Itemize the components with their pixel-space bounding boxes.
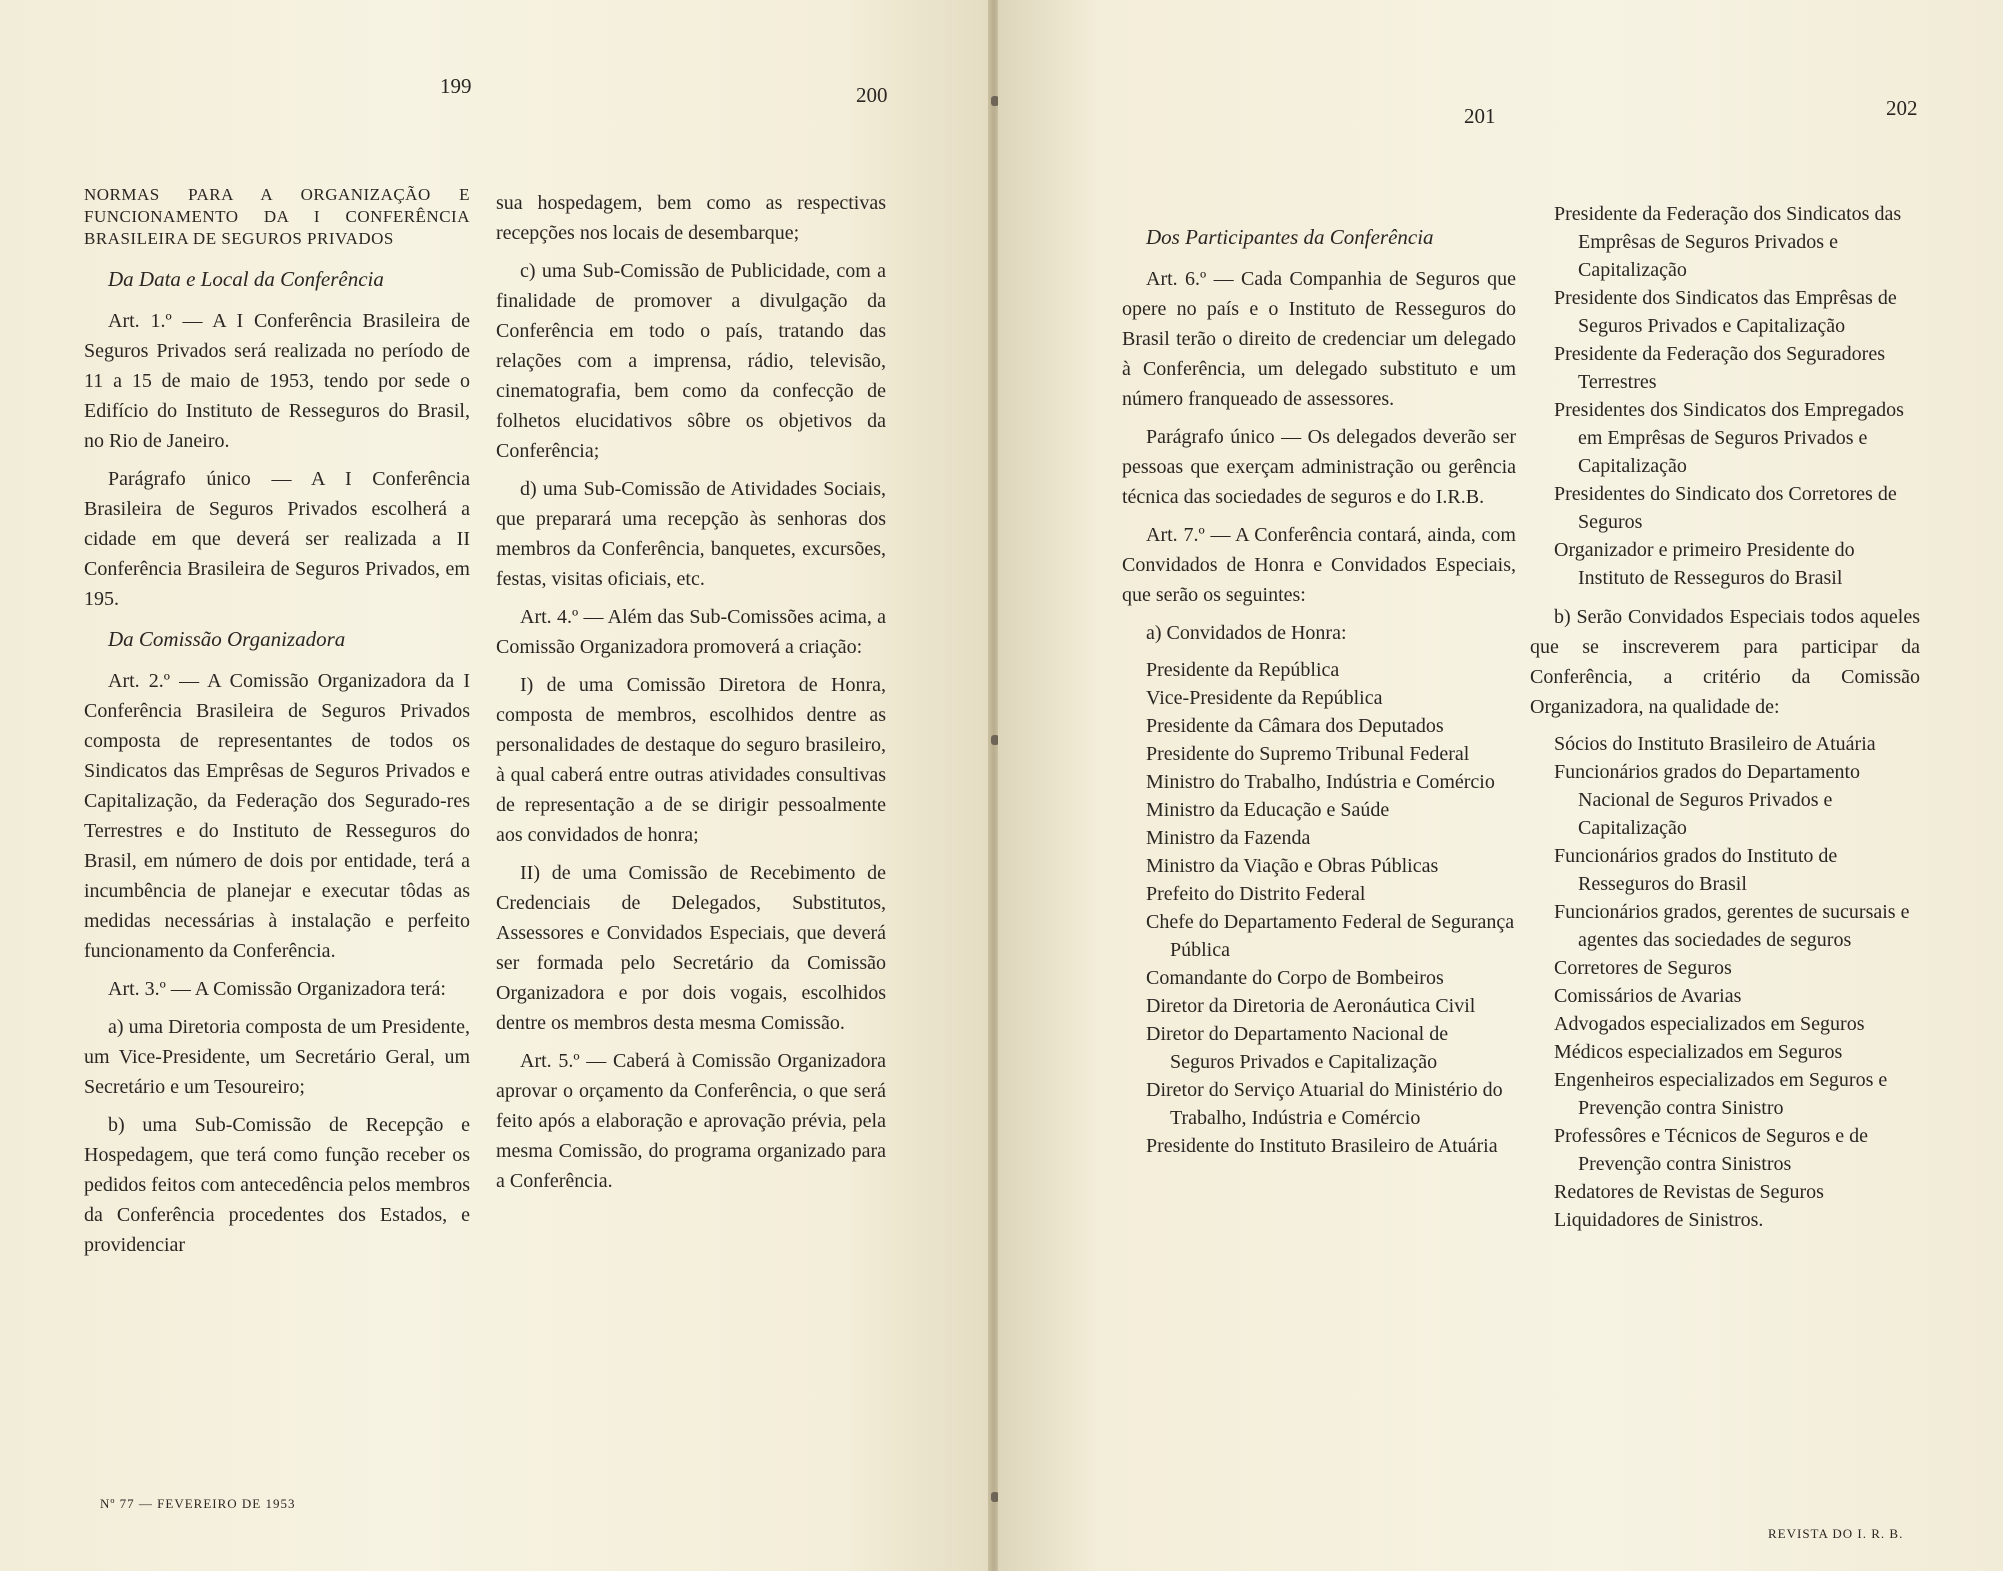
- section-heading-data-local: Da Data e Local da Conferência: [108, 267, 384, 291]
- list-item: Ministro da Viação e Obras Públicas: [1146, 855, 1439, 877]
- article-3-item-c: c) uma Sub-Comissão de Publicidade, com a finalidade de promover a divulgação da Conferência em todo o país, tratando das relações com a imprensa, rádio, televisão, cinematografia, bem como da confecção de folhetos elucidativos sôbre os objetivos da Conferência;: [496, 260, 886, 462]
- list-item: Diretor do Serviço Atuarial do Ministério do Trabalho, Indústria e Comércio: [1146, 1079, 1503, 1129]
- list-item: Presidente da Federação dos Sindicatos das Emprêsas de Seguros Privados e Capitalização: [1554, 203, 1902, 281]
- list-item: Presidente do Instituto Brasileiro de Atuária: [1146, 1135, 1498, 1157]
- column-201: [1122, 212, 1516, 1160]
- list-item: Corretores de Seguros: [1554, 957, 1732, 979]
- list-item: Presidente da República: [1146, 659, 1340, 681]
- article-6: Art. 6.º — Cada Companhia de Seguros que opere no país e o Instituto de Resseguros do Brasil terão o direito de credenciar um delegado à Conferência, um delegado substituto e um número franqueado de assessores.: [1122, 268, 1516, 410]
- article-4-item-ii: II) de uma Comissão de Recebimento de Credenciais de Delegados, Substitutos, Assessores e Convidados Especiais, que deverá ser formada pelo Secretário da Comissão Organizadora e por dois vogais, escolhidos dentre os membros desta mesma Comissão.: [496, 862, 886, 1034]
- page-number-200: 200: [856, 83, 888, 107]
- list-item: Presidentes do Sindicato dos Corretores de Seguros: [1554, 483, 1897, 533]
- list-item: Comissários de Avarias: [1554, 985, 1742, 1007]
- page-number-201: 201: [1464, 104, 1496, 128]
- list-item: Ministro da Educação e Saúde: [1146, 799, 1390, 821]
- list-item: Vice-Presidente da República: [1146, 687, 1383, 709]
- list-item: Presidente da Câmara dos Deputados: [1146, 715, 1444, 737]
- honor-guests-list: [1122, 656, 1516, 1160]
- list-item: Ministro da Fazenda: [1146, 827, 1311, 849]
- document-title: NORMAS PARA A ORGANIZAÇÃO E FUNCIONAMENTO DA I CONFERÊNCIA BRASILEIRA DE SEGUROS PRIVADOS: [84, 185, 470, 248]
- list-item: Liquidadores de Sinistros.: [1554, 1209, 1764, 1231]
- list-item: Sócios do Instituto Brasileiro de Atuária: [1554, 733, 1876, 755]
- article-3-item-b: b) uma Sub-Comissão de Recepção e Hospedagem, que terá como função receber os pedidos feitos com antecedência pelos membros da Conferência procedentes dos Estados, e providenciar: [84, 1114, 470, 1256]
- footer-journal: REVISTA DO I. R. B.: [1768, 1526, 1904, 1541]
- column-200: [496, 188, 886, 1204]
- article-1-paragraph: Parágrafo único — A I Conferência Brasileira de Seguros Privados escolherá a cidade em que deverá ser realizada a II Conferência Brasileira de Seguros Privados, em 195.: [84, 468, 470, 610]
- section-heading-participantes: Dos Participantes da Conferência: [1146, 225, 1434, 249]
- list-item: Diretor do Departamento Nacional de Seguros Privados e Capitalização: [1146, 1023, 1449, 1073]
- column-199: [84, 184, 470, 1268]
- list-item: Chefe do Departamento Federal de Segurança Pública: [1146, 911, 1515, 961]
- article-4: Art. 4.º — Além das Sub-Comissões acima, a Comissão Organizadora promoverá a criação:: [496, 606, 886, 658]
- list-item: Presidentes dos Sindicatos dos Empregados em Emprêsas de Seguros Privados e Capitalização: [1554, 399, 1904, 477]
- list-item: Funcionários grados do Departamento Nacional de Seguros Privados e Capitalização: [1554, 761, 1861, 839]
- article-7: Art. 7.º — A Conferência contará, ainda, com Convidados de Honra e Convidados Especiais, que serão os seguintes:: [1122, 524, 1516, 606]
- article-4-item-i: I) de uma Comissão Diretora de Honra, composta de membros, escolhidos dentre as personalidades de destaque do seguro brasileiro, à qual caberá entre outras atividades consultivas de representação a de se dirigir pessoalmente aos convidados de honra;: [496, 674, 886, 846]
- article-7-item-b: b) Serão Convidados Especiais todos aqueles que se inscreverem para participar da Conferência, a critério da Comissão Organizadora, na qualidade de:: [1530, 606, 1920, 718]
- article-3-continuation: sua hospedagem, bem como as respectivas recepções nos locais de desembarque;: [496, 192, 886, 244]
- article-5: Art. 5.º — Caberá à Comissão Organizadora aprovar o orçamento da Conferência, o que será feito após a elaboração e aprovação prévia, pela mesma Comissão, do programa organizado para a Conferência.: [496, 1050, 886, 1192]
- list-item: Prefeito do Distrito Federal: [1146, 883, 1366, 905]
- list-item: Comandante do Corpo de Bombeiros: [1146, 967, 1444, 989]
- list-item: Organizador e primeiro Presidente do Instituto de Resseguros do Brasil: [1554, 539, 1855, 589]
- list-item: Diretor da Diretoria de Aeronáutica Civil: [1146, 995, 1476, 1017]
- section-heading-comissao: Da Comissão Organizadora: [108, 627, 346, 651]
- page-number-202: 202: [1886, 96, 1918, 120]
- list-item: Presidente da Federação dos Seguradores Terrestres: [1554, 343, 1885, 393]
- article-1: Art. 1.º — A I Conferência Brasileira de Seguros Privados será realizada no período de 11 a 15 de maio de 1953, tendo por sede o Edifício do Instituto de Resseguros do Brasil, no Rio de Janeiro.: [84, 310, 470, 452]
- article-3-item-d: d) uma Sub-Comissão de Atividades Sociais, que preparará uma recepção às senhoras dos membros da Conferência, banquetes, excursões, festas, visitas oficiais, etc.: [496, 478, 886, 590]
- footer-issue: Nº 77 — FEVEREIRO DE 1953: [100, 1496, 296, 1511]
- article-3-item-a: a) uma Diretoria composta de um Presidente, um Vice-Presidente, um Secretário Geral, um Secretário e um Tesoureiro;: [84, 1016, 470, 1098]
- list-item: Presidente dos Sindicatos das Emprêsas de Seguros Privados e Capitalização: [1554, 287, 1897, 337]
- list-item: Engenheiros especializados em Seguros e Prevenção contra Sinistro: [1554, 1069, 1888, 1119]
- right-page: [998, 0, 2003, 1571]
- list-item: Ministro do Trabalho, Indústria e Comércio: [1146, 771, 1495, 793]
- list-item: Redatores de Revistas de Seguros: [1554, 1181, 1824, 1203]
- left-page: [0, 0, 990, 1571]
- column-202: [1530, 200, 1920, 1234]
- article-2: Art. 2.º — A Comissão Organizadora da I Conferência Brasileira de Seguros Privados composta de representantes de todos os Sindicatos das Emprêsas de Seguros Privados e Capitalização, da Federação dos Segurado-res Terrestres e do Instituto de Resseguros do Brasil, em número de dois por entidade, terá a incumbência de planejar e executar tôdas as medidas necessárias à instalação e perfeito funcionamento da Conferência.: [84, 670, 470, 962]
- list-item: Presidente do Supremo Tribunal Federal: [1146, 743, 1470, 765]
- list-item: Funcionários grados do Instituto de Resseguros do Brasil: [1554, 845, 1838, 895]
- honor-guests-list-continued: [1530, 200, 1920, 592]
- page-number-199: 199: [440, 74, 472, 98]
- list-item: Médicos especializados em Seguros: [1554, 1041, 1843, 1063]
- article-3: Art. 3.º — A Comissão Organizadora terá:: [108, 978, 446, 1000]
- list-item: Funcionários grados, gerentes de sucursais e agentes das sociedades de seguros: [1554, 901, 1910, 951]
- article-6-paragraph: Parágrafo único — Os delegados deverão ser pessoas que exerçam administração ou gerência técnica das sociedades de seguros e do I.R.B.: [1122, 426, 1516, 508]
- special-guests-list: [1530, 730, 1920, 1234]
- article-7-item-a: a) Convidados de Honra:: [1146, 622, 1347, 644]
- list-item: Advogados especializados em Seguros: [1554, 1013, 1865, 1035]
- list-item: Professôres e Técnicos de Seguros e de Prevenção contra Sinistros: [1554, 1125, 1868, 1175]
